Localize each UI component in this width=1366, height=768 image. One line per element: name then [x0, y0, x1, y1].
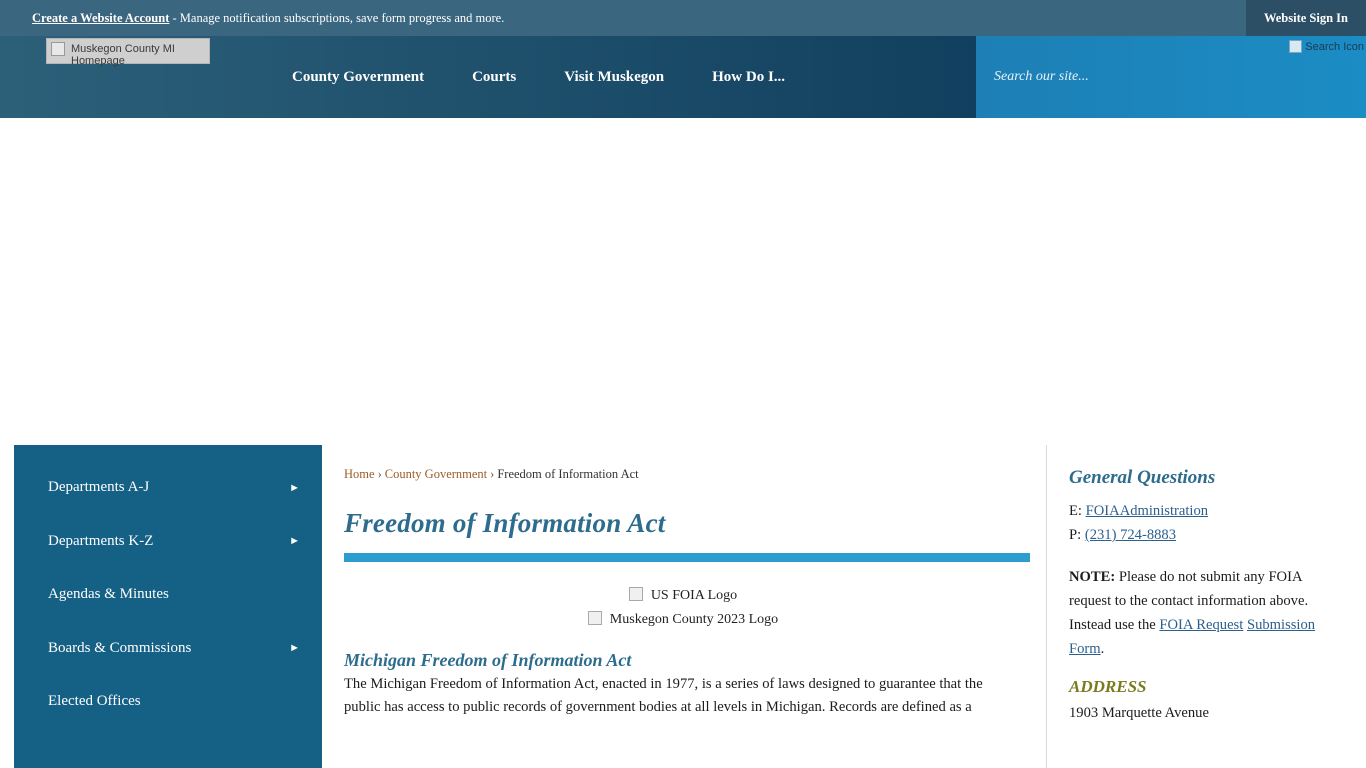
breadcrumb-county-government-link[interactable]: County Government [384, 467, 488, 481]
broken-image-icon [51, 42, 65, 56]
us-foia-logo-alt-text: US FOIA Logo [650, 588, 738, 603]
site-header [0, 36, 1366, 118]
broken-image-icon [629, 587, 643, 601]
us-foia-logo [344, 584, 1022, 608]
breadcrumb-home-link[interactable]: Home [344, 467, 375, 481]
breadcrumb-separator: › [490, 467, 495, 481]
utility-bar [0, 0, 1366, 36]
foia-images [344, 584, 1022, 632]
phone-row [1069, 523, 1332, 547]
muskegon-county-logo-alt-text: Muskegon County 2023 Logo [609, 612, 779, 627]
site-logo-alt-text: Muskegon County MI Homepage [71, 43, 175, 67]
sidebar-item-label: Boards & Commissions [48, 639, 192, 656]
sidebar-item-boards-commissions[interactable] [14, 622, 322, 676]
section-body-text: The Michigan Freedom of Information Act, enacted in 1977, is a series of laws designed to guarantee that the public has access to public records of government bodies at all levels in Michigan. Records are defined as a [344, 676, 983, 715]
search-icon-alt-text: Search Icon [1305, 40, 1364, 53]
note-text: Please do not submit any FOIA request to the contact information above. Instead use the [1069, 569, 1309, 633]
sidebar-item-departments-k-z[interactable] [14, 515, 322, 569]
utility-bar-message [0, 11, 504, 26]
chevron-right-icon: ► [289, 481, 300, 494]
sidebar-item-label: Departments K-Z [48, 532, 154, 549]
sidebar-nav [14, 445, 322, 768]
search-icon[interactable] [1289, 40, 1364, 53]
sidebar-item-agendas-minutes[interactable] [14, 568, 322, 622]
nav-item-visit-muskegon[interactable]: Visit Muskegon [564, 69, 665, 85]
create-account-link[interactable]: Create a Website Account [32, 10, 170, 25]
note-text-end: . [1100, 641, 1105, 657]
email-link[interactable]: FOIAAdministration [1085, 503, 1209, 519]
right-rail [1046, 445, 1352, 768]
utility-bar-tagline: - Manage notification subscriptions, save form progress and more. [172, 10, 505, 25]
foia-note [1069, 565, 1332, 661]
email-row [1069, 499, 1332, 523]
sidebar-item-label: Agendas & Minutes [48, 586, 169, 603]
note-label: NOTE: [1069, 569, 1116, 585]
content-area [0, 445, 1366, 768]
section-heading: Michigan Freedom of Information Act [344, 650, 632, 670]
page-title: Freedom of Information Act [344, 508, 666, 538]
broken-image-icon [588, 611, 602, 625]
chevron-right-icon: ► [289, 642, 300, 655]
nav-item-how-do-i[interactable]: How Do I... [712, 69, 786, 85]
muskegon-county-logo [344, 608, 1022, 632]
breadcrumb [344, 467, 1022, 482]
phone-link[interactable]: (231) 724-8883 [1084, 527, 1177, 543]
address-line-1: 1903 Marquette Avenue [1069, 705, 1209, 721]
breadcrumb-separator: › [377, 467, 382, 481]
search-input[interactable]: Search our site... [994, 69, 1089, 84]
general-questions-heading: General Questions [1069, 467, 1216, 488]
primary-nav [268, 36, 809, 118]
broken-image-icon [1289, 40, 1302, 53]
title-underline-rule [344, 553, 1030, 562]
sidebar-item-label: Departments A-J [48, 479, 150, 496]
search-region [976, 36, 1366, 118]
email-label: E: [1069, 503, 1082, 519]
foia-submission-form-link[interactable]: Submission Form [1069, 617, 1316, 657]
site-logo[interactable] [46, 38, 210, 67]
hero-banner-area [0, 118, 1366, 445]
sidebar-item-label: Elected Offices [48, 693, 141, 710]
header-left-region [0, 36, 976, 118]
main-content [322, 445, 1046, 768]
sidebar-item-elected-offices[interactable] [14, 675, 322, 729]
nav-item-courts[interactable]: Courts [472, 69, 517, 85]
foia-request-form-link[interactable]: FOIA Request [1159, 617, 1244, 633]
sidebar-item-departments-a-j[interactable] [14, 461, 322, 515]
address-heading: ADDRESS [1069, 677, 1147, 696]
chevron-right-icon: ► [289, 535, 300, 548]
nav-item-county-government[interactable]: County Government [292, 69, 425, 85]
breadcrumb-current: Freedom of Information Act [497, 467, 639, 481]
phone-label: P: [1069, 527, 1082, 543]
website-sign-in-button[interactable]: Website Sign In [1246, 0, 1366, 36]
